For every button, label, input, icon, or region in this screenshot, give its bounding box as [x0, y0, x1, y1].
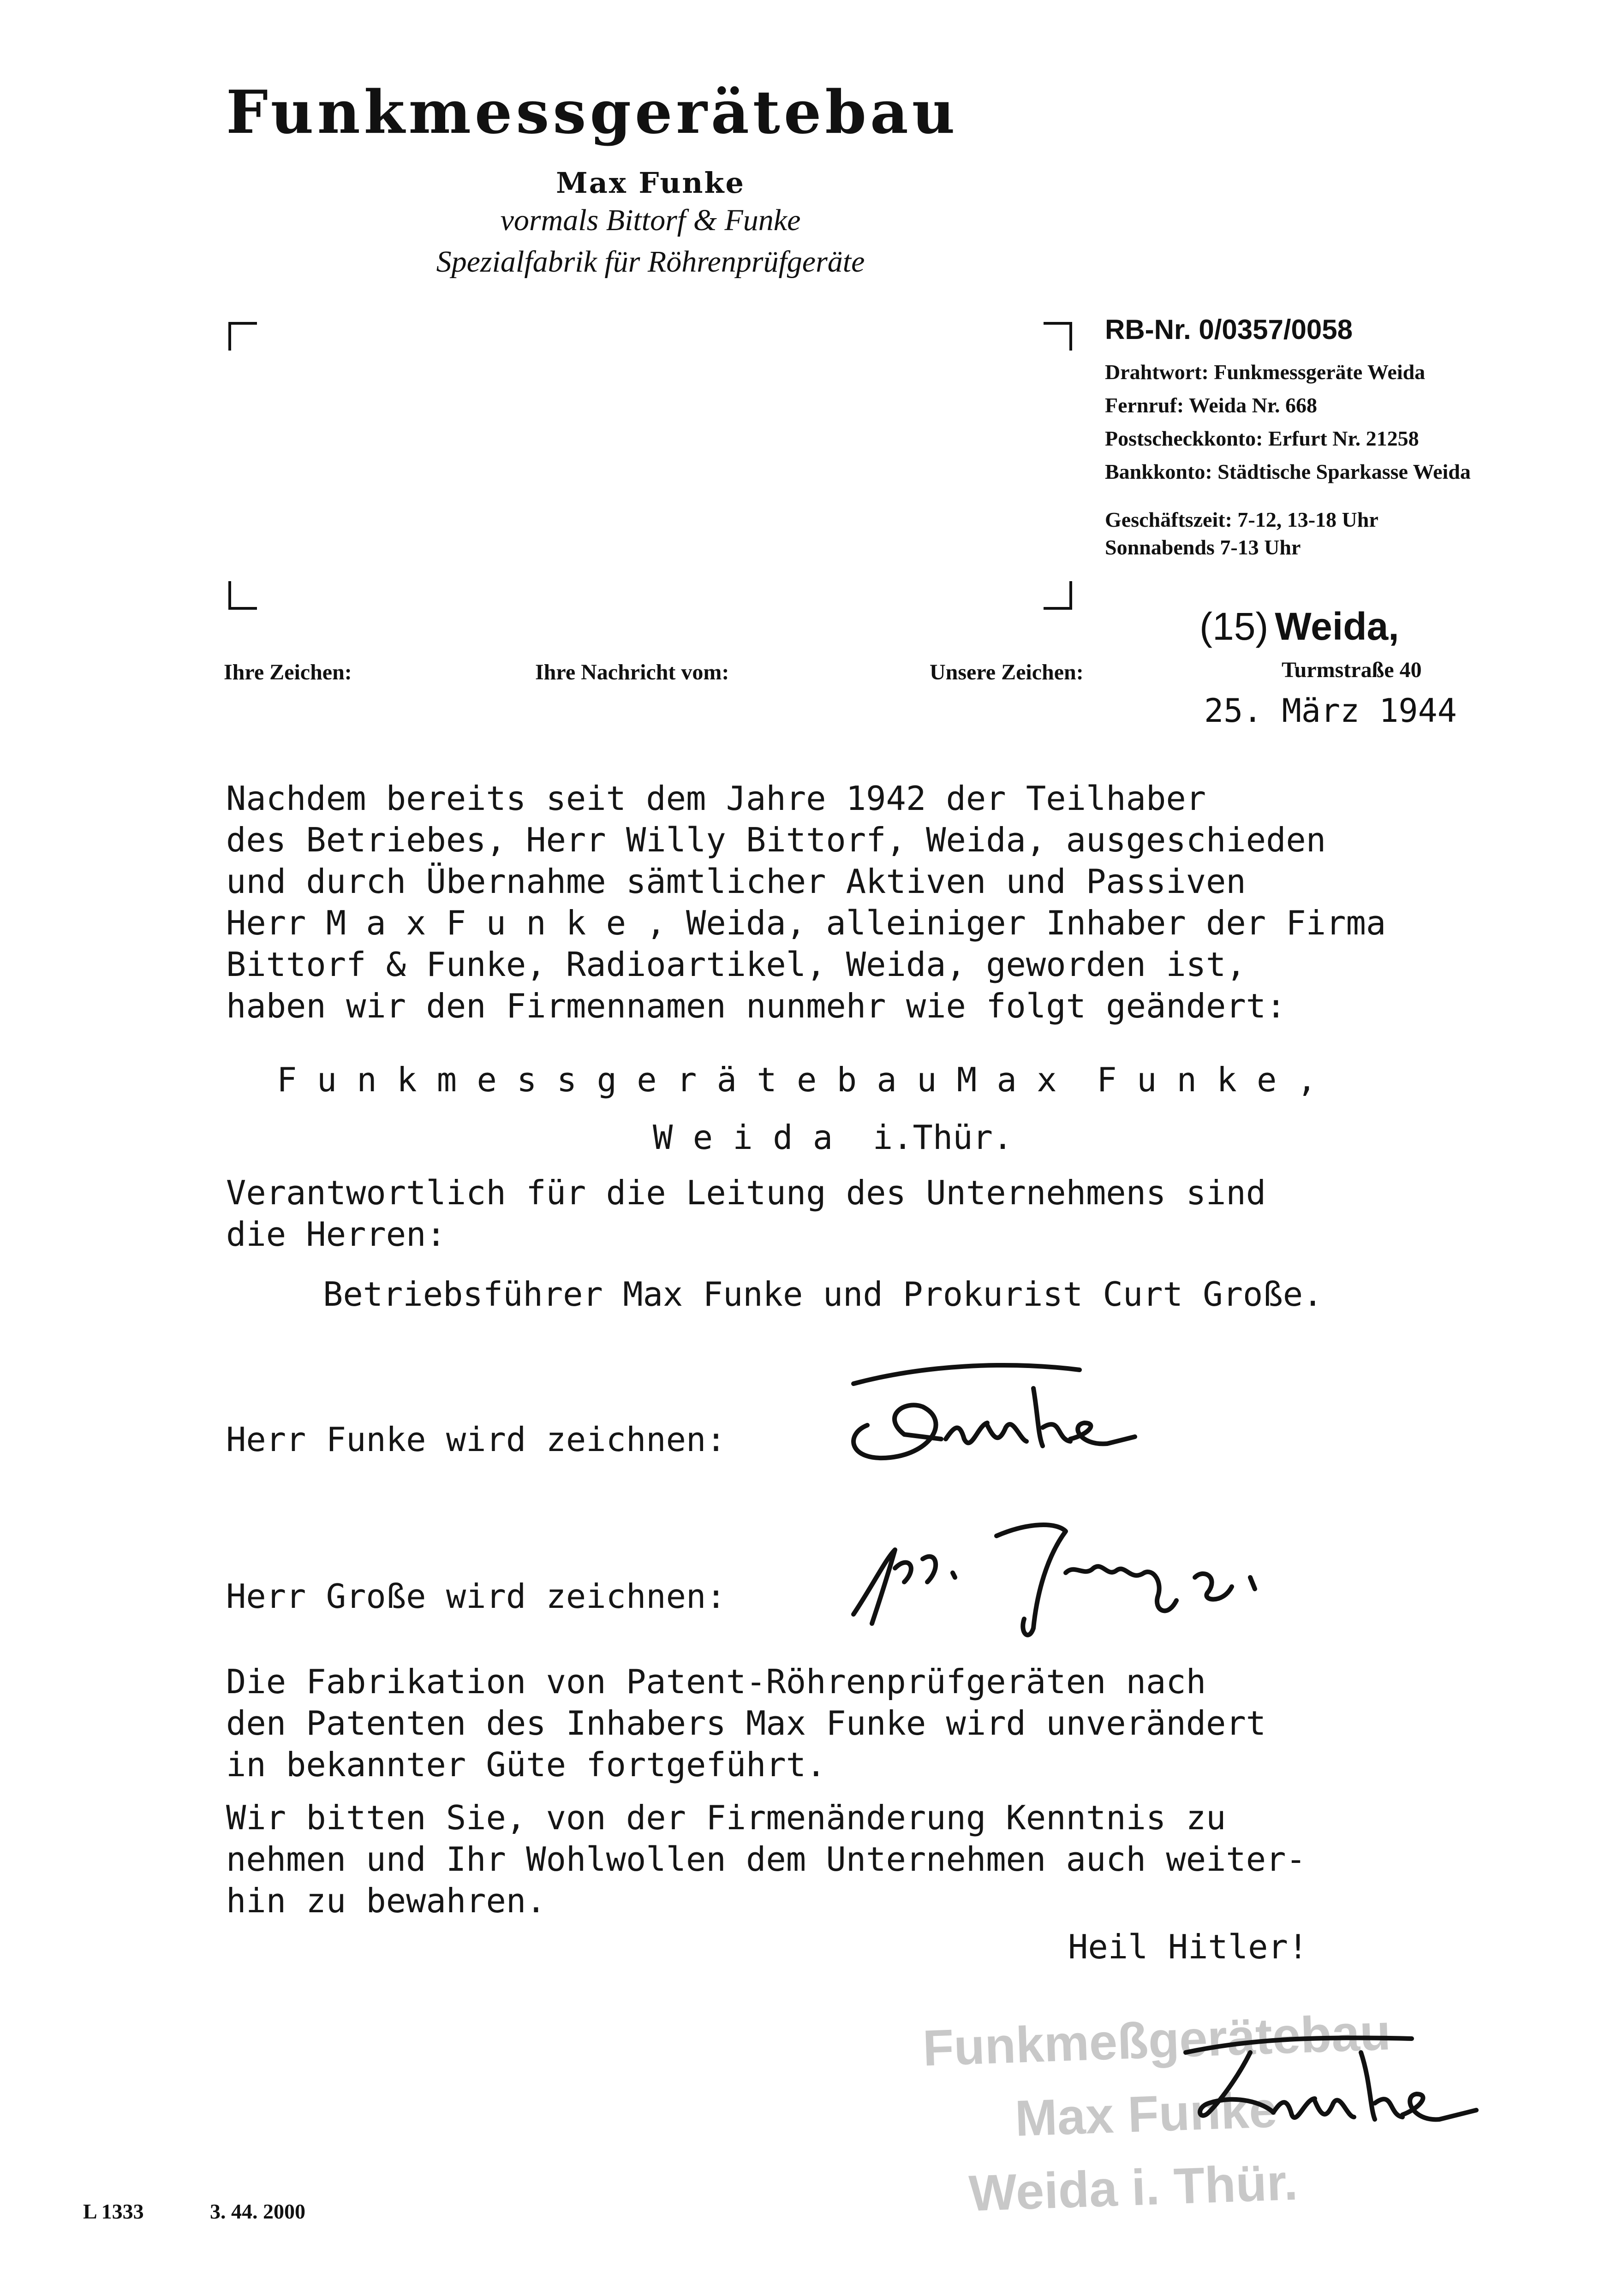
closing-greeting: Heil Hitler!	[1068, 1927, 1308, 1966]
body-line: des Betriebes, Herr Willy Bittorf, Weida, ausgeschieden	[226, 821, 1326, 859]
form-number: L 1333	[83, 2200, 144, 2223]
letter-date: 25. März 1944	[1204, 692, 1457, 730]
body-line: Bittorf & Funke, Radioartikel, Weida, geworden ist,	[226, 945, 1246, 984]
body-line: und durch Übernahme sämtlicher Aktiven und Passiven	[226, 862, 1246, 901]
our-reference-label: Unsere Zeichen:	[930, 660, 1084, 684]
telegram-address: Drahtwort: Funkmessgeräte Weida	[1105, 360, 1426, 384]
your-message-label: Ihre Nachricht vom:	[535, 660, 729, 684]
body-line: Wir bitten Sie, von der Firmenänderung Kenntnis zu	[226, 1798, 1226, 1837]
responsible-persons: Betriebsführer Max Funke und Prokurist Curt Große.	[323, 1275, 1323, 1314]
former-name: vormals Bittorf & Funke	[500, 203, 801, 237]
city-line	[1199, 604, 1399, 649]
body-line: Die Fabrikation von Patent-Röhrenprüfgeräten nach	[226, 1662, 1206, 1701]
body-line: den Patenten des Inhabers Max Funke wird unverändert	[226, 1704, 1266, 1743]
body-line: Verantwortlich für die Leitung des Unternehmens sind	[226, 1173, 1266, 1212]
new-company-location: W e i d a i.Thür.	[653, 1118, 1013, 1157]
street-address: Turmstraße 40	[1282, 658, 1422, 682]
grosse-sign-label: Herr Große wird zeichnen:	[226, 1577, 726, 1616]
company-stamp-line3: Weida i. Thür.	[968, 2153, 1299, 2222]
phone-number: Fernruf: Weida Nr. 668	[1105, 393, 1317, 417]
bank-account: Bankkonto: Städtische Sparkasse Weida	[1105, 460, 1471, 483]
closing-signature	[1181, 2025, 1504, 2154]
your-reference-label: Ihre Zeichen:	[224, 660, 352, 684]
body-line: in bekannter Güte fortgeführt.	[226, 1745, 826, 1784]
address-corner-bottom-right	[1044, 581, 1072, 610]
body-line: die Herren:	[226, 1215, 446, 1254]
print-info: 3. 44. 2000	[210, 2200, 305, 2223]
company-stamp-line2: Max Funke	[1014, 2081, 1278, 2147]
address-corner-bottom-left	[228, 581, 257, 610]
funke-sign-label: Herr Funke wird zeichnen:	[226, 1420, 726, 1459]
body-line: Herr M a x F u n k e , Weida, alleiniger Inhaber der Firma	[226, 904, 1386, 942]
postcode: (15)	[1199, 605, 1269, 648]
body-line: Nachdem bereits seit dem Jahre 1942 der Teilhaber	[226, 779, 1206, 818]
body-line: hin zu bewahren.	[226, 1881, 546, 1920]
saturday-hours: Sonnabends 7-13 Uhr	[1105, 535, 1301, 559]
company-specialty: Spezialfabrik für Röhrenprüfgeräte	[436, 245, 865, 279]
body-line: nehmen und Ihr Wohlwollen dem Unternehmen auch weiter-	[226, 1840, 1306, 1879]
company-name: Funkmessgerätebau	[226, 78, 959, 147]
body-line: haben wir den Firmennamen nunmehr wie folgt geändert:	[226, 987, 1286, 1025]
business-hours: Geschäftszeit: 7-12, 13-18 Uhr	[1105, 508, 1378, 531]
rb-number: RB-Nr. 0/0357/0058	[1105, 314, 1353, 345]
new-company-name: F u n k m e s s g e r ä t e b a u M a x F u n k e ,	[277, 1060, 1317, 1099]
owner-name: Max Funke	[556, 166, 745, 200]
city-name: Weida,	[1275, 605, 1399, 648]
address-corner-top-right	[1044, 322, 1072, 351]
address-corner-top-left	[228, 322, 257, 351]
funke-signature-specimen	[840, 1347, 1190, 1485]
company-stamp-line1: Funkmeßgerätebau	[922, 2004, 1392, 2077]
grosse-signature-specimen	[844, 1508, 1287, 1647]
postal-account: Postscheckkonto: Erfurt Nr. 21258	[1105, 427, 1419, 450]
